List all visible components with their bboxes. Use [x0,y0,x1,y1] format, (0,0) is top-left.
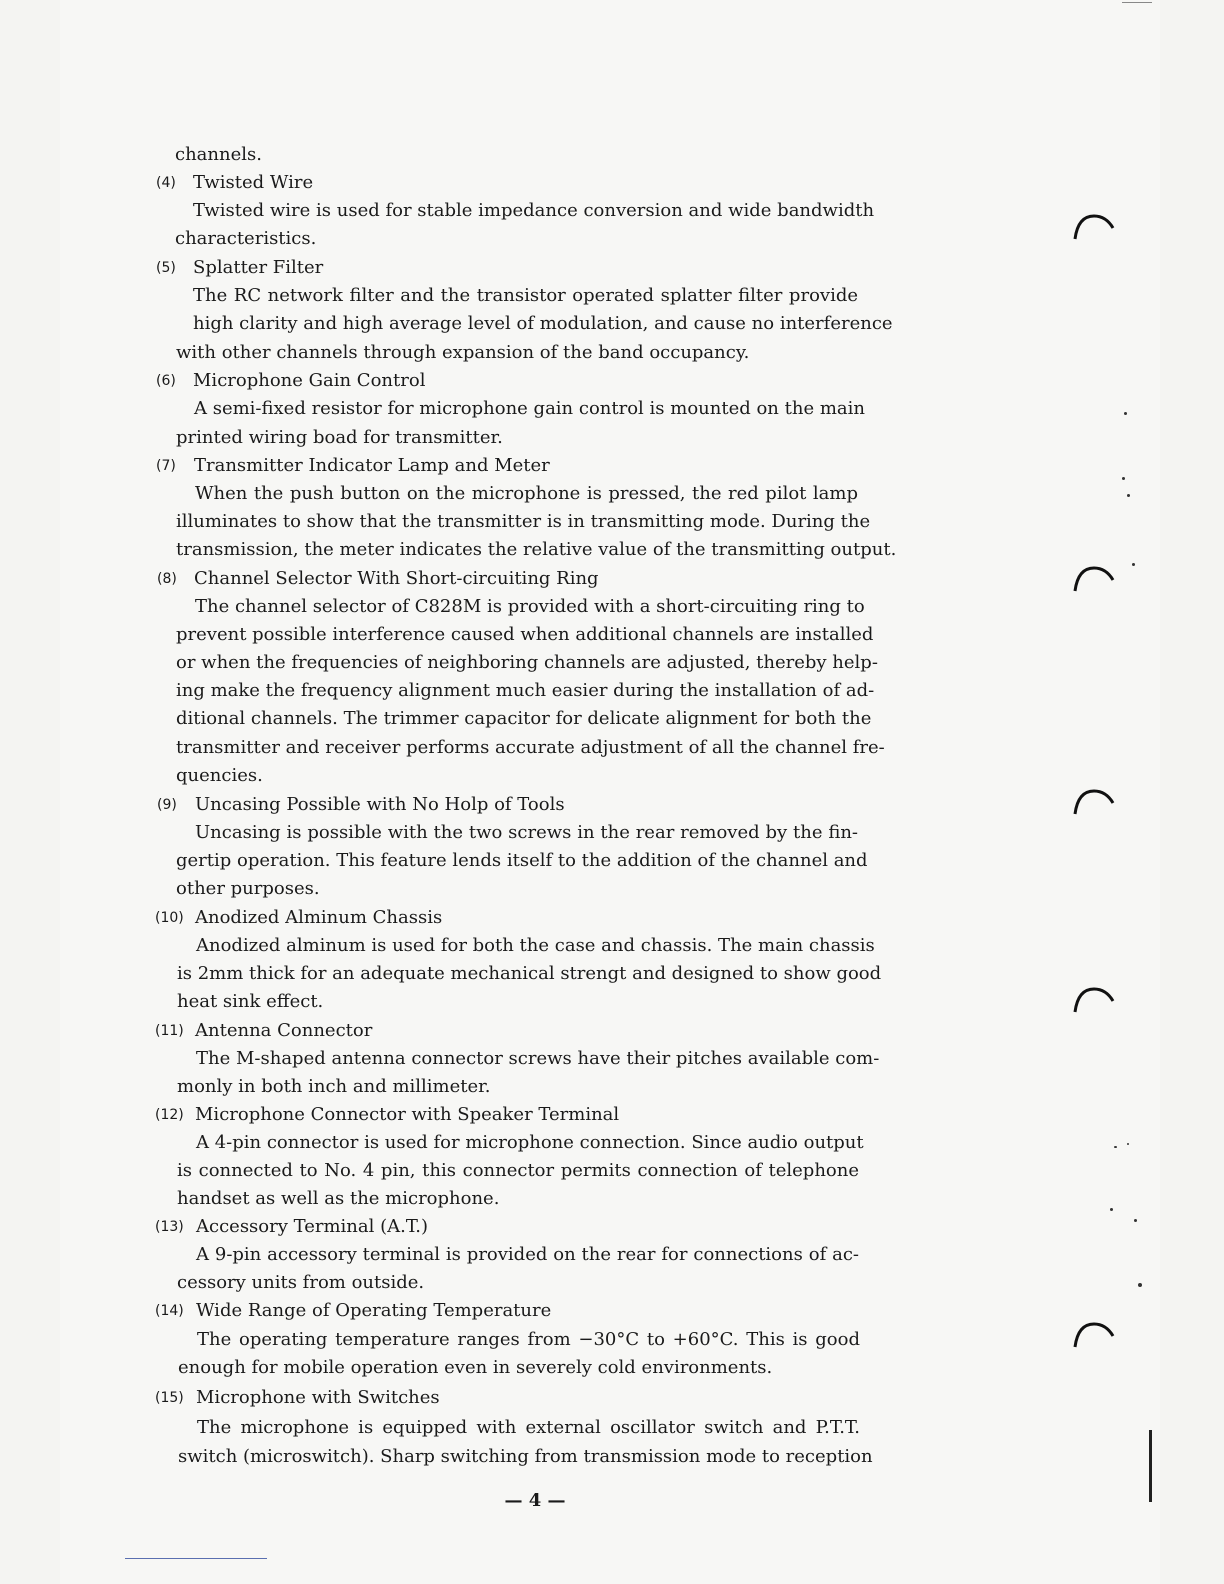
body-line: handset as well as the microphone. [177,1188,500,1209]
item-heading: Twisted Wire [193,172,314,193]
body-line: Twisted wire is used for stable impedance conversion and wide bandwidth [193,200,875,221]
item-heading: Uncasing Possible with No Holp of Tools [195,794,565,815]
item-heading: Microphone with Switches [196,1387,440,1408]
body-line: heat sink effect. [177,991,324,1012]
item-number: (7) [156,458,176,474]
item-number: (14) [155,1303,184,1319]
item-heading: Microphone Connector with Speaker Terminal [195,1104,620,1125]
scan-speck [1127,494,1130,497]
binder-hole-mark [1072,985,1116,1015]
body-line: The M-shaped antenna connector screws have their pitches available com- [196,1048,880,1069]
item-number: (6) [156,373,176,389]
item-number: (15) [155,1390,184,1406]
binder-hole-mark [1072,564,1116,594]
body-line: A semi-fixed resistor for microphone gain control is mounted on the main [194,398,865,419]
binder-hole-mark [1072,787,1116,817]
body-line: monly in both inch and millimeter. [177,1076,491,1097]
body-line: high clarity and high average level of modulation, and cause no interference [193,313,893,334]
scan-speck [1110,1208,1113,1211]
scan-speck [1124,412,1127,415]
item-heading: Anodized Alminum Chassis [195,907,443,928]
page-number: — 4 — [504,1490,566,1511]
item-number: (12) [155,1107,184,1123]
body-line: transmission, the meter indicates the relative value of the transmitting output. [176,539,897,560]
body-line: cessory units from outside. [177,1272,425,1293]
item-number: (10) [155,910,184,926]
edge-mark [1122,2,1152,3]
item-heading: Antenna Connector [195,1020,373,1041]
body-line: gertip operation. This feature lends itself to the addition of the channel and [176,850,868,871]
scan-speck [1127,1143,1129,1145]
binder-hole-mark [1072,1320,1116,1350]
body-line: The RC network filter and the transistor operated splatter filter provide [193,285,858,306]
body-line: is 2mm thick for an adequate mechanical strengt and designed to show good [177,963,882,984]
body-line: or when the frequencies of neighboring channels are adjusted, thereby help- [176,652,878,673]
item-number: (5) [156,260,176,276]
body-line: transmitter and receiver performs accurate adjustment of all the channel fre- [176,737,885,758]
body-line: When the push button on the microphone is pressed, the red pilot lamp [195,483,858,504]
body-line: Anodized alminum is used for both the case and chassis. The main chassis [196,935,875,956]
body-line: ditional channels. The trimmer capacitor for delicate alignment for both the [176,708,872,729]
body-line: other purposes. [176,878,320,899]
scan-speck [1122,477,1125,480]
scan-speck [1132,563,1135,566]
body-line: with other channels through expansion of the band occupancy. [176,342,750,363]
body-line: prevent possible interference caused when additional channels are installed [176,624,874,645]
item-heading: Transmitter Indicator Lamp and Meter [194,455,550,476]
item-heading: Microphone Gain Control [193,370,426,391]
edge-mark [1149,1430,1152,1502]
scan-speck [1138,1283,1142,1287]
scan-speck [1114,1146,1117,1148]
body-line: A 9-pin accessory terminal is provided on the rear for connections of ac- [196,1244,859,1265]
body-line: channels. [175,144,262,165]
item-number: (4) [156,175,176,191]
body-line: characteristics. [175,228,317,249]
body-line: A 4-pin connector is used for microphone connection. Since audio output [196,1132,864,1153]
item-number: (13) [155,1219,184,1235]
item-heading: Channel Selector With Short-circuiting Ring [194,568,599,589]
scan-speck [1134,1219,1137,1222]
body-line: The channel selector of C828M is provided with a short-circuiting ring to [195,596,865,617]
body-line: is connected to No. 4 pin, this connector permits connection of telephone [177,1160,859,1181]
edge-mark [125,1558,267,1559]
body-line: enough for mobile operation even in severely cold environments. [178,1357,773,1378]
body-line: The operating temperature ranges from −30°C to +60°C. This is good [197,1329,860,1350]
body-line: switch (microswitch). Sharp switching from transmission mode to reception [178,1446,873,1467]
item-heading: Splatter Filter [193,257,324,278]
body-line: Uncasing is possible with the two screws in the rear removed by the fin- [195,822,858,843]
body-line: quencies. [176,765,263,786]
item-heading: Accessory Terminal (A.T.) [196,1216,428,1237]
binder-hole-mark [1072,212,1116,242]
item-heading: Wide Range of Operating Temperature [196,1300,552,1321]
item-number: (11) [155,1023,184,1039]
body-line: illuminates to show that the transmitter is in transmitting mode. During the [176,511,871,532]
item-number: (9) [157,797,177,813]
body-line: The microphone is equipped with external oscillator switch and P.T.T. [197,1417,860,1438]
item-number: (8) [157,571,177,587]
body-line: printed wiring boad for transmitter. [176,427,503,448]
body-line: ing make the frequency alignment much easier during the installation of ad- [176,680,875,701]
